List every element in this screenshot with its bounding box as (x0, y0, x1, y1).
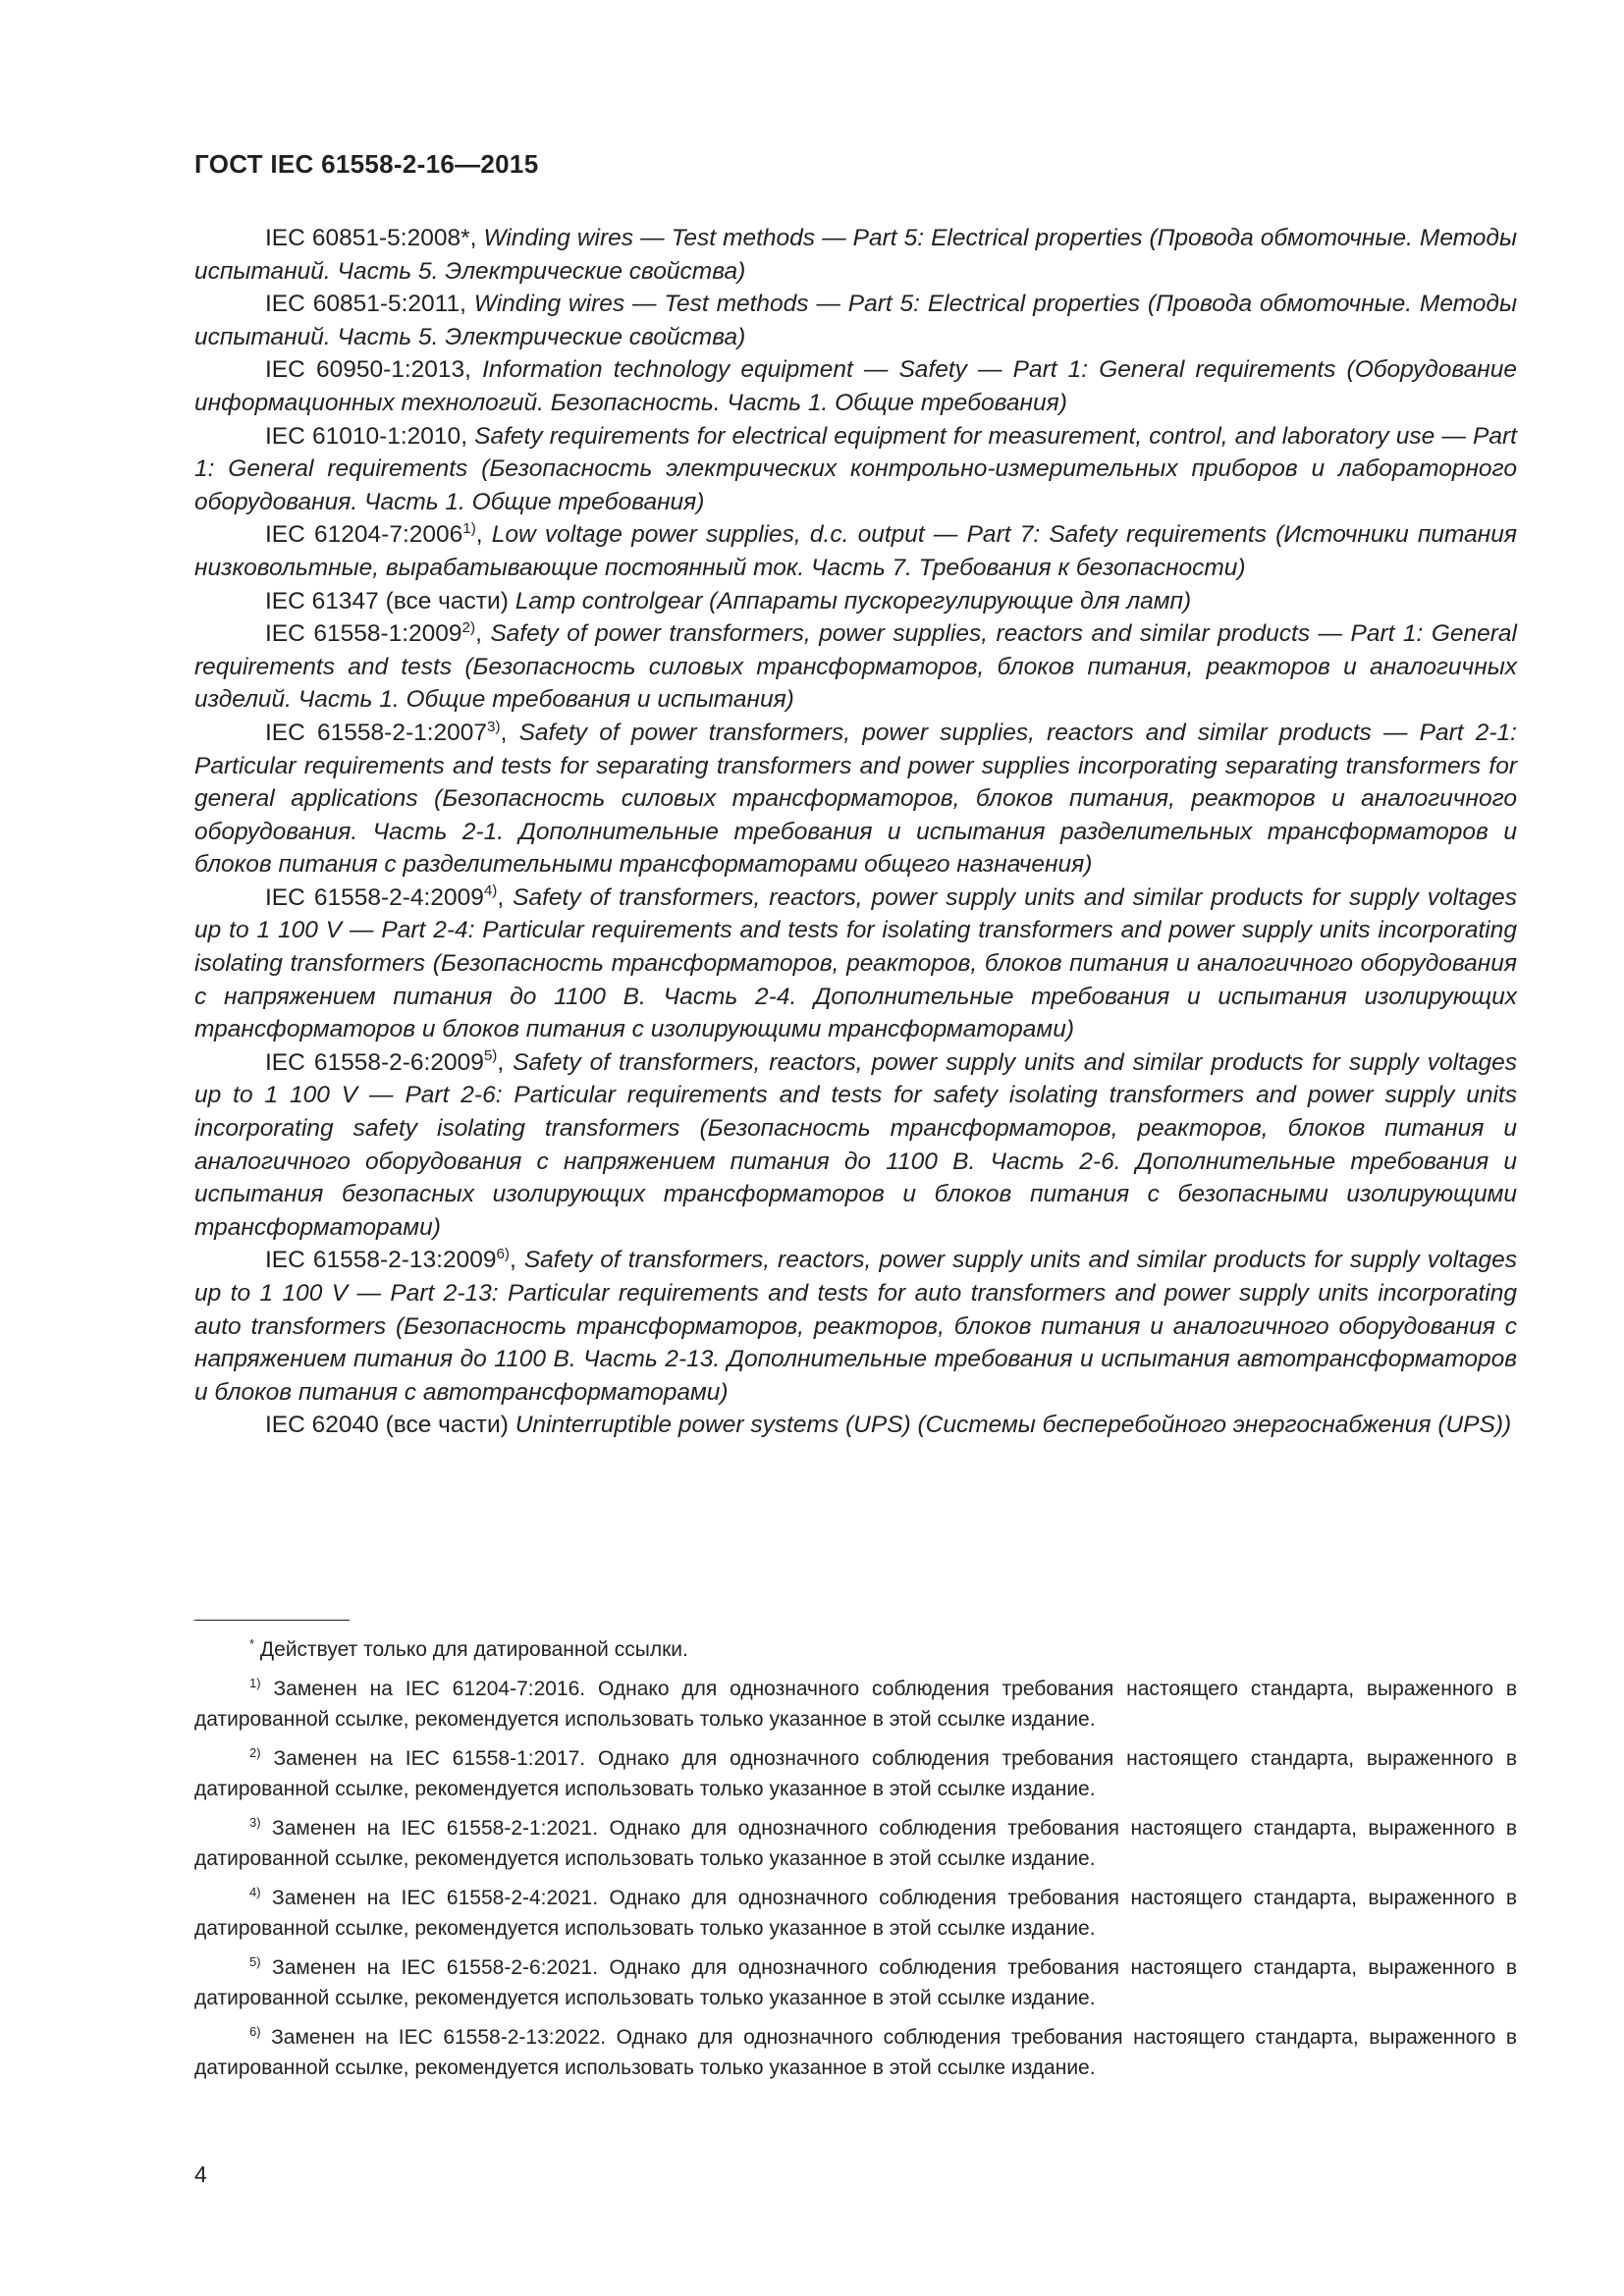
reference-footnote-mark: 2) (461, 618, 476, 636)
reference-title: Winding wires — Test methods — Part 5: Electrical properties (Провода обмоточные. Методы испытаний. Часть 5. Электрические свойства) (194, 225, 1518, 285)
reference-code: IEC 60950-1:2013 (265, 356, 465, 384)
reference-title: Information technology equipment — Safety — Part 1: General requirements (Оборудование информационных технологий. Безопасность. Часть 1. Общие требования) (194, 356, 1517, 416)
reference-code: IEC 61347 (все части) (265, 587, 509, 614)
reference-entry: IEC 61558-2-1:2007$^{3)}$, Safety of power transformers, power supplies, reactors and similar products — Part 2-1: Particular requirements and tests for separating transformers and power supplies incorporating separating transformers for general applications (Безопасность силовых трансформаторов, блоков питания, реакторов и аналогичного оборудования. Часть 2-1. Дополнительные требования и испытания разделительных трансформаторов и блоков питания с разделительными трансформаторами общего назначения) (194, 718, 1517, 879)
footnote-mark: 1) (249, 1675, 261, 1690)
reference-title: Winding wires — Test methods — Part 5: Electrical properties (Провода обмоточные. Методы испытаний. Часть 5. Электрические свойства) (194, 291, 1517, 350)
footnotes (194, 1634, 1517, 2092)
reference-entry: IEC 61558-2-13:2009$^{6)}$, Safety of transformers, reactors, power supply units and similar products for supply voltages up to 1 100 V — Part 2-13: Particular requirements and tests for auto transformers and power supply units incorporating auto transformers (Безопасность трансформаторов, реакторов, блоков питания и аналогичного оборудования с напряжением питания до 1100 В. Часть 2-13. Дополнительные требования и испытания автотрансформаторов и блоков питания с автотрансформаторами) (194, 1246, 1517, 1406)
footnote (194, 1743, 1517, 1804)
reference-footnote-mark: 3) (487, 718, 501, 735)
reference-footnote-mark: 6) (496, 1246, 510, 1262)
reference-code: IEC 61558-2-13:2009 (265, 1247, 497, 1274)
footnote-text: Заменен на IEC 61558-2-13:2022. Однако для однозначного соблюдения требования настоящего стандарта, выраженного в датированной ссылке, рекомендуется использовать только указанное в этой ссылке издание. (194, 2026, 1517, 2079)
reference-entry: IEC 61558-2-4:2009$^{4)}$, Safety of transformers, reactors, power supply units and similar products for supply voltages up to 1 100 V — Part 2-4: Particular requirements and tests for isolating transformers and power supply units incorporating isolating transformers (Безопасность трансформаторов, реакторов, блоков питания и аналогичного оборудования с напряжением питания до 1100 В. Часть 2-4. Дополнительные требования и испытания изолирующих трансформаторов и блоков питания с изолирующими трансформаторами) (194, 882, 1518, 1043)
footnote-text: Заменен на IEC 61558-2-6:2021. Однако для однозначного соблюдения требования настоящего стандарта, выраженного в датированной ссылке, рекомендуется использовать только указанное в этой ссылке издание. (194, 1956, 1517, 2009)
footnote-mark: 5) (249, 1953, 261, 1969)
reference-title: Safety of power transformers, power supplies, reactors and similar products — Part 2-1: Particular requirements and tests for separating transformers and power supplies incorporating separating transformers for general applications (Безопасность силовых трансформаторов, блоков питания, реакторов и аналогичного оборудования. Часть 2-1. Дополнительные требования и испытания разделительных трансформаторов и блоков питания с разделительными трансформаторами общего назначения) (194, 719, 1517, 879)
footnote-text: Заменен на IEC 61558-1:2017. Однако для однозначного соблюдения требования настоящего стандарта, выраженного в датированной ссылке, рекомендуется использовать только указанное в этой ссылке издание. (194, 1747, 1517, 1800)
reference-code: IEC 61558-2-1:2007 (265, 719, 488, 746)
reference-title: Safety of transformers, reactors, power supply units and similar products for supply voltages up to 1 100 V — Part 2-6: Particular requirements and tests for safety isolating transformers and power supply units incorporating safety isolating transformers (Безопасность трансформаторов, реакторов, блоков питания и аналогичного оборудования с напряжением питания до 1100 В. Часть 2-6. Дополнительные требования и испытания безопасных изолирующих трансформаторов и блоков питания с безопасными изолирующими трансформаторами) (194, 1048, 1518, 1241)
footnote (194, 2022, 1517, 2083)
reference-entry: IEC 61558-2-6:2009$^{5)}$, Safety of transformers, reactors, power supply units and similar products for supply voltages up to 1 100 V — Part 2-6: Particular requirements and tests for safety isolating transformers and power supply units incorporating safety isolating transformers (Безопасность трансформаторов, реакторов, блоков питания и аналогичного оборудования с напряжением питания до 1100 В. Часть 2-6. Дополнительные требования и испытания безопасных изолирующих трансформаторов и блоков питания с безопасными изолирующими трансформаторами) (194, 1047, 1518, 1241)
reference-code: IEC 62040 (все части) (265, 1412, 509, 1439)
normative-references-list (194, 222, 1517, 1442)
reference-code: IEC 60851-5:2008* (265, 225, 470, 251)
reference-title: Lamp controlgear (Аппараты пускорегулирующие для ламп) (514, 587, 1192, 614)
reference-code: IEC 61558-2-4:2009 (265, 883, 484, 911)
footnote (194, 1634, 1517, 1665)
page-number: 4 (194, 2162, 207, 2187)
reference-entry (194, 585, 1517, 618)
footnote-text: Заменен на IEC 61204-7:2016. Однако для однозначного соблюдения требования настоящего стандарта, выраженного в датированной ссылке, рекомендуется использовать только указанное в этой ссылке издание. (194, 1678, 1517, 1731)
reference-code: IEC 60851-5:2011 (265, 291, 460, 318)
footnote-text: Заменен на IEC 61558-2-4:2021. Однако для однозначного соблюдения требования настоящего стандарта, выраженного в датированной ссылке, рекомендуется использовать только указанное в этой ссылке издание. (194, 1887, 1517, 1940)
reference-entry: IEC 60851-5:2011, Winding wires — Test methods — Part 5: Electrical properties (Провода обмоточные. Методы испытаний. Часть 5. Электрические свойства) (194, 291, 1517, 350)
reference-footnote-mark: 4) (483, 882, 498, 900)
reference-footnote-mark: 5) (483, 1047, 498, 1065)
reference-code: IEC 61558-1:2009 (265, 620, 462, 648)
reference-entry (194, 1409, 1517, 1442)
reference-entry: IEC 61010-1:2010, Safety requirements for electrical equipment for measurement, control, and laboratory use — Part 1: General requirements (Безопасность электрических контрольно-измерительных приборов и лабораторного оборудования. Часть 1. Общие требования) (194, 422, 1517, 515)
footnote (194, 1883, 1517, 1944)
footnote (194, 1674, 1517, 1735)
footnote-text: Заменен на IEC 61558-2-1:2021. Однако для однозначного соблюдения требования настоящего стандарта, выраженного в датированной ссылке, рекомендуется использовать только указанное в этой ссылке издание. (194, 1817, 1517, 1870)
footnote (194, 1813, 1517, 1874)
reference-code: IEC 61204-7:2006 (265, 521, 463, 549)
footnote (194, 1952, 1517, 2013)
reference-title: Low voltage power supplies, d.c. output — Part 7: Safety requirements (Источники питания низковольтные, вырабатывающие постоянный ток. Часть 7. Требования к безопасности) (194, 521, 1517, 581)
reference-title: Safety of power transformers, power supplies, reactors and similar products — Part 1: General requirements and tests (Безопасность силовых трансформаторов, блоков питания, реакторов и аналогичных изделий. Часть 1. Общие требования и испытания) (194, 620, 1517, 714)
reference-code: IEC 61558-2-6:2009 (265, 1048, 484, 1076)
reference-title: Safety of transformers, reactors, power supply units and similar products for supply voltages up to 1 100 V — Part 2-4: Particular requirements and tests for isolating transformers and power supply units incorporating isolating transformers (Безопасность трансформаторов, реакторов, блоков питания и аналогичного оборудования с напряжением питания до 1100 В. Часть 2-4. Дополнительные требования и испытания изолирующих трансформаторов и блоков питания с изолирующими трансформаторами) (194, 883, 1518, 1043)
footnote-text: Действует только для датированной ссылки. (259, 1638, 688, 1661)
reference-footnote-mark: 1) (462, 519, 476, 537)
reference-entry: IEC 60950-1:2013, Information technology equipment — Safety — Part 1: General requirements (Оборудование информационных технологий. Безопасность. Часть 1. Общие требования) (194, 356, 1517, 416)
footnote-mark: 3) (249, 1814, 261, 1830)
reference-title: Safety requirements for electrical equipment for measurement, control, and laboratory use — Part 1: General requirements (Безопасность электрических контрольно-измерительных приборов и лабораторного оборудования. Часть 1. Общие требования) (194, 422, 1517, 515)
footnote-mark: 4) (249, 1884, 261, 1899)
reference-entry: IEC 61204-7:2006$^{1)}$, Low voltage power supplies, d.c. output — Part 7: Safety requirements (Источники питания низковольтные, вырабатывающие постоянный ток. Часть 7. Требования к безопасности) (194, 519, 1517, 581)
footnote-mark: * (249, 1635, 255, 1651)
reference-entry: IEC 60851-5:2008*, Winding wires — Test methods — Part 5: Electrical properties (Провода обмоточные. Методы испытаний. Часть 5. Электрические свойства) (194, 225, 1518, 285)
footnote-mark: 2) (249, 1744, 261, 1760)
reference-title: Uninterruptible power systems (UPS) (Системы бесперебойного энергоснабжения (UPS)) (514, 1412, 1512, 1439)
reference-title: Safety of transformers, reactors, power supply units and similar products for supply voltages up to 1 100 V — Part 2-13: Particular requirements and tests for auto transformers and power supply units incorporating auto transformers (Безопасность трансформаторов, реакторов, блоков питания и аналогичного оборудования с напряжением питания до 1100 В. Часть 2-13. Дополнительные требования и испытания автотрансформаторов и блоков питания с автотрансформаторами) (194, 1247, 1517, 1406)
page-header: ГОСТ IEC 61558-2-16—2015 (194, 149, 539, 179)
reference-code: IEC 61010-1:2010 (265, 422, 461, 450)
reference-entry: IEC 61558-1:2009$^{2)}$, Safety of power transformers, power supplies, reactors and similar products — Part 1: General requirements and tests (Безопасность силовых трансформаторов, блоков питания, реакторов и аналогичных изделий. Часть 1. Общие требования и испытания) (194, 618, 1517, 714)
footnote-separator (194, 1620, 350, 1621)
footnote-mark: 6) (249, 2023, 261, 2039)
